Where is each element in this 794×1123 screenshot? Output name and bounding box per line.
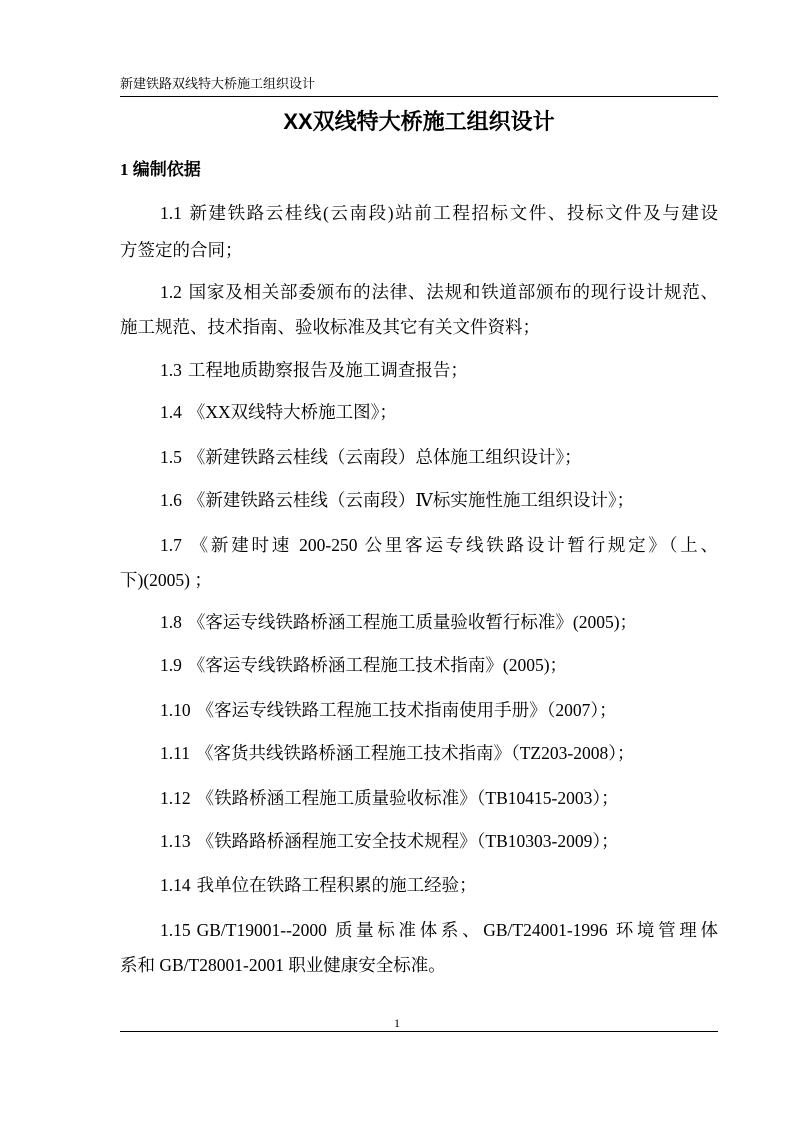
item-number: 1.14 xyxy=(160,875,191,895)
header-rule xyxy=(120,96,718,97)
list-item-1-7 xyxy=(160,535,718,555)
item-text: 工程地质勘察报告及施工调查报告； xyxy=(187,360,468,380)
item-number: 1.2 xyxy=(160,282,182,302)
item-text: 国家及相关部委颁布的法律、法规和铁道部颁布的现行设计规范、 xyxy=(187,282,718,302)
list-item-1-4 xyxy=(160,402,397,422)
list-item-1-14 xyxy=(160,875,477,895)
list-item-1-10 xyxy=(160,700,617,720)
list-item-1-1 xyxy=(160,203,718,223)
item-text-continuation: 方签定的合同； xyxy=(120,240,243,260)
item-text-continuation: 系和 GB/T28001-2001 职业健康安全标准。 xyxy=(120,955,446,975)
item-text: 《客运专线铁路桥涵工程施工质量验收暂行标准》(2005)； xyxy=(187,612,638,632)
item-number: 1.13 xyxy=(160,831,191,851)
item-text-continuation: 施工规范、技术指南、验收标准及其它有关文件资料； xyxy=(120,317,540,337)
list-item-1-11 xyxy=(160,743,634,763)
item-text: 《客运专线铁路桥涵工程施工技术指南》(2005)； xyxy=(187,655,568,675)
list-item-1-5 xyxy=(160,447,582,467)
item-text: 《新建时速 200-250 公里客运专线铁路设计暂行规定》（上、 xyxy=(187,535,718,555)
section-heading: 1 编制依据 xyxy=(120,160,201,179)
item-number: 1.10 xyxy=(160,700,191,720)
item-number: 1.3 xyxy=(160,360,182,380)
item-number: 1.7 xyxy=(160,535,182,555)
item-number: 1.1 xyxy=(160,203,182,223)
list-item-1-8 xyxy=(160,612,637,632)
item-number: 1.6 xyxy=(160,490,182,510)
item-text: 《XX双线特大桥施工图》； xyxy=(187,402,397,422)
item-text: 《客运专线铁路工程施工技术指南使用手册》（2007）； xyxy=(196,700,617,720)
item-number: 1.11 xyxy=(160,743,190,763)
page-number: 1 xyxy=(394,1016,400,1030)
footer-rule xyxy=(120,1031,718,1032)
item-text: 《新建铁路云桂线（云南段）Ⅳ标实施性施工组织设计》； xyxy=(187,490,635,510)
list-item-1-2 xyxy=(160,282,718,302)
item-number: 1.9 xyxy=(160,655,182,675)
list-item-1-12 xyxy=(160,788,619,808)
list-item-1-6 xyxy=(160,490,634,510)
item-text: 《客货共线铁路桥涵工程施工技术指南》（TZ203-2008）； xyxy=(195,743,635,763)
list-item-1-3 xyxy=(160,360,468,380)
item-text: 我单位在铁路工程积累的施工经验； xyxy=(196,875,477,895)
item-number: 1.4 xyxy=(160,402,182,422)
item-text: GB/T19001--2000 质量标准体系、GB/T24001-1996 环境管理体 xyxy=(196,920,718,940)
list-item-1-13 xyxy=(160,831,619,851)
item-text: 《铁路桥涵工程施工质量验收标准》（TB10415-2003）； xyxy=(196,788,619,808)
item-number: 1.12 xyxy=(160,788,191,808)
document-title: XX双线特大桥施工组织设计 xyxy=(283,109,555,134)
item-number: 1.5 xyxy=(160,447,182,467)
item-text-continuation: 下)(2005) ； xyxy=(120,570,212,590)
list-item-1-9 xyxy=(160,655,567,675)
list-item-1-15 xyxy=(160,920,718,940)
item-text: 《铁路路桥涵程施工安全技术规程》（TB10303-2009）； xyxy=(196,831,619,851)
item-text: 新建铁路云桂线(云南段)站前工程招标文件、投标文件及与建设 xyxy=(187,203,718,223)
running-header: 新建铁路双线特大桥施工组织设计 xyxy=(120,76,316,91)
item-number: 1.15 xyxy=(160,920,191,940)
item-text: 《新建铁路云桂线（云南段）总体施工组织设计》； xyxy=(187,447,582,467)
item-number: 1.8 xyxy=(160,612,182,632)
